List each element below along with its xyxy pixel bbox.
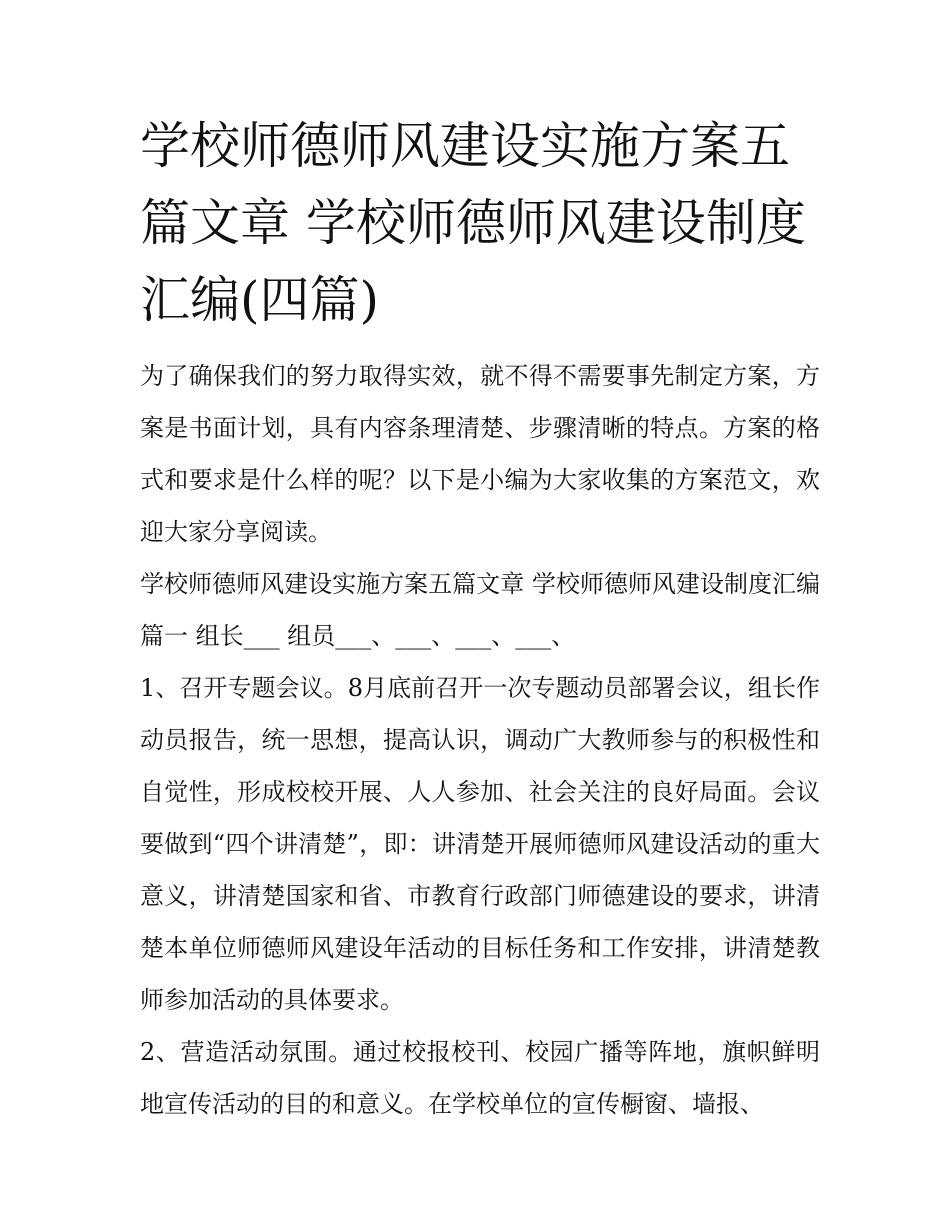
document-title: 学校师德师风建设实施方案五篇文章 学校师德师风建设制度汇编(四篇) (140, 117, 806, 329)
item-2-paragraph: 2、营造活动氛围。通过校报校刊、校园广播等阵地，旗帜鲜明地宣传活动的目的和意义。在学校单位的宣传橱窗、墙报、 (140, 1038, 820, 1118)
section-heading-paragraph: 学校师德师风建设实施方案五篇文章 学校师德师风建设制度汇编篇一 组长___ 组员___、___、___、___、 (140, 570, 820, 650)
title-block (140, 108, 820, 339)
item-1-paragraph: 1、召开专题会议。8月底前召开一次专题动员部署会议，组长作动员报告，统一思想，提高认识，调动广大教师参与的积极性和自觉性，形成校校开展、人人参加、社会关注的良好局面。会议要做到“四个讲清楚”，即：讲清楚开展师德师风建设活动的重大意义，讲清楚国家和省、市教育行政部门师德建设的要求，讲清楚本单位师德师风建设年活动的目标任务和工作安排，讲清楚教师参加活动的具体要求。 (140, 674, 820, 1014)
intro-paragraph: 为了确保我们的努力取得实效，就不得不需要事先制定方案，方案是书面计划，具有内容条理清楚、步骤清晰的特点。方案的格式和要求是什么样的呢？以下是小编为大家收集的方案范文，欢迎大家分享阅读。 (140, 362, 820, 546)
document-body (140, 108, 820, 1130)
